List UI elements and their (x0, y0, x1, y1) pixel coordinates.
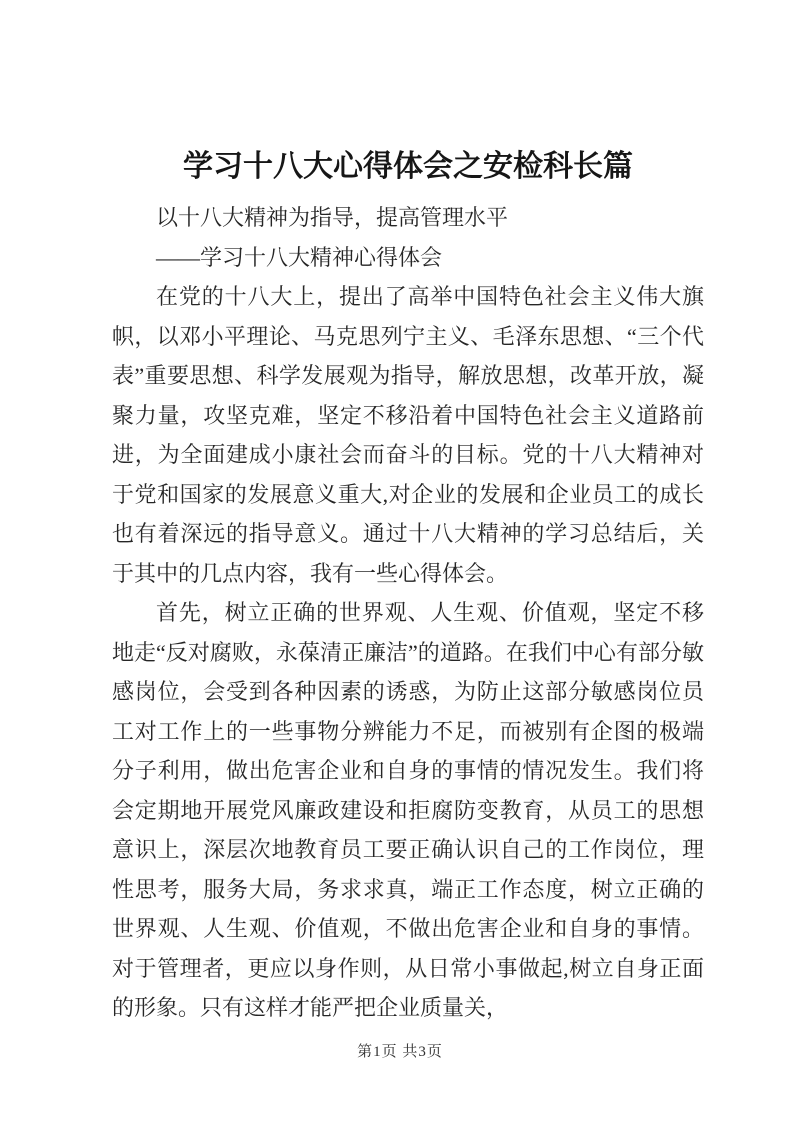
page-number-indicator: 第1页 共3页 (357, 1044, 443, 1060)
paragraph-1: 在党的十八大上，提出了高举中国特色社会主义伟大旗帜，以邓小平理论、马克思列宁主义、毛泽东思想、“三个代表”重要思想、科学发展观为指导，解放思想，改革开放，凝聚力量，攻坚克难，坚定不移沿着中国特色社会主义道路前进，为全面建成小康社会而奋斗的目标。党的十八大精神对于党和国家的发展意义重大,对企业的发展和企业员工的成长也有着深远的指导意义。通过十八大精神的学习总结后，关于其中的几点内容，我有一些心得体会。 (112, 284, 704, 586)
subtitle-line-1: 以十八大精神为指导，提高管理水平 (156, 205, 509, 230)
paragraph-2: 首先，树立正确的世界观、人生观、价值观，坚定不移地走“反对腐败，永葆清正廉洁”的道路。在我们中心有部分敏感岗位，会受到各种因素的诱惑，为防止这部分敏感岗位员工对工作上的一些事物分辨能力不足，而被别有企图的极端分子利用，做出危害企业和自身的事情的情况发生。我们将会定期地开展党风廉政建设和拒腐防变教育，从员工的思想意识上，深层次地教育员工要正确认识自己的工作岗位，理性思考，服务大局，务求求真，端正工作态度，树立正确的世界观、人生观、价值观，不做出危害企业和自身的事情。对于管理者，更应以身作则，从日常小事做起,树立自身正面的形象。只有这样才能严把企业质量关， (112, 600, 705, 1020)
document-title: 学习十八大心得体会之安检科长篇 (183, 150, 633, 183)
page-footer (0, 1040, 800, 1061)
subtitle-line-2: ——学习十八大精神心得体会 (156, 244, 443, 270)
document-content (112, 146, 704, 1028)
